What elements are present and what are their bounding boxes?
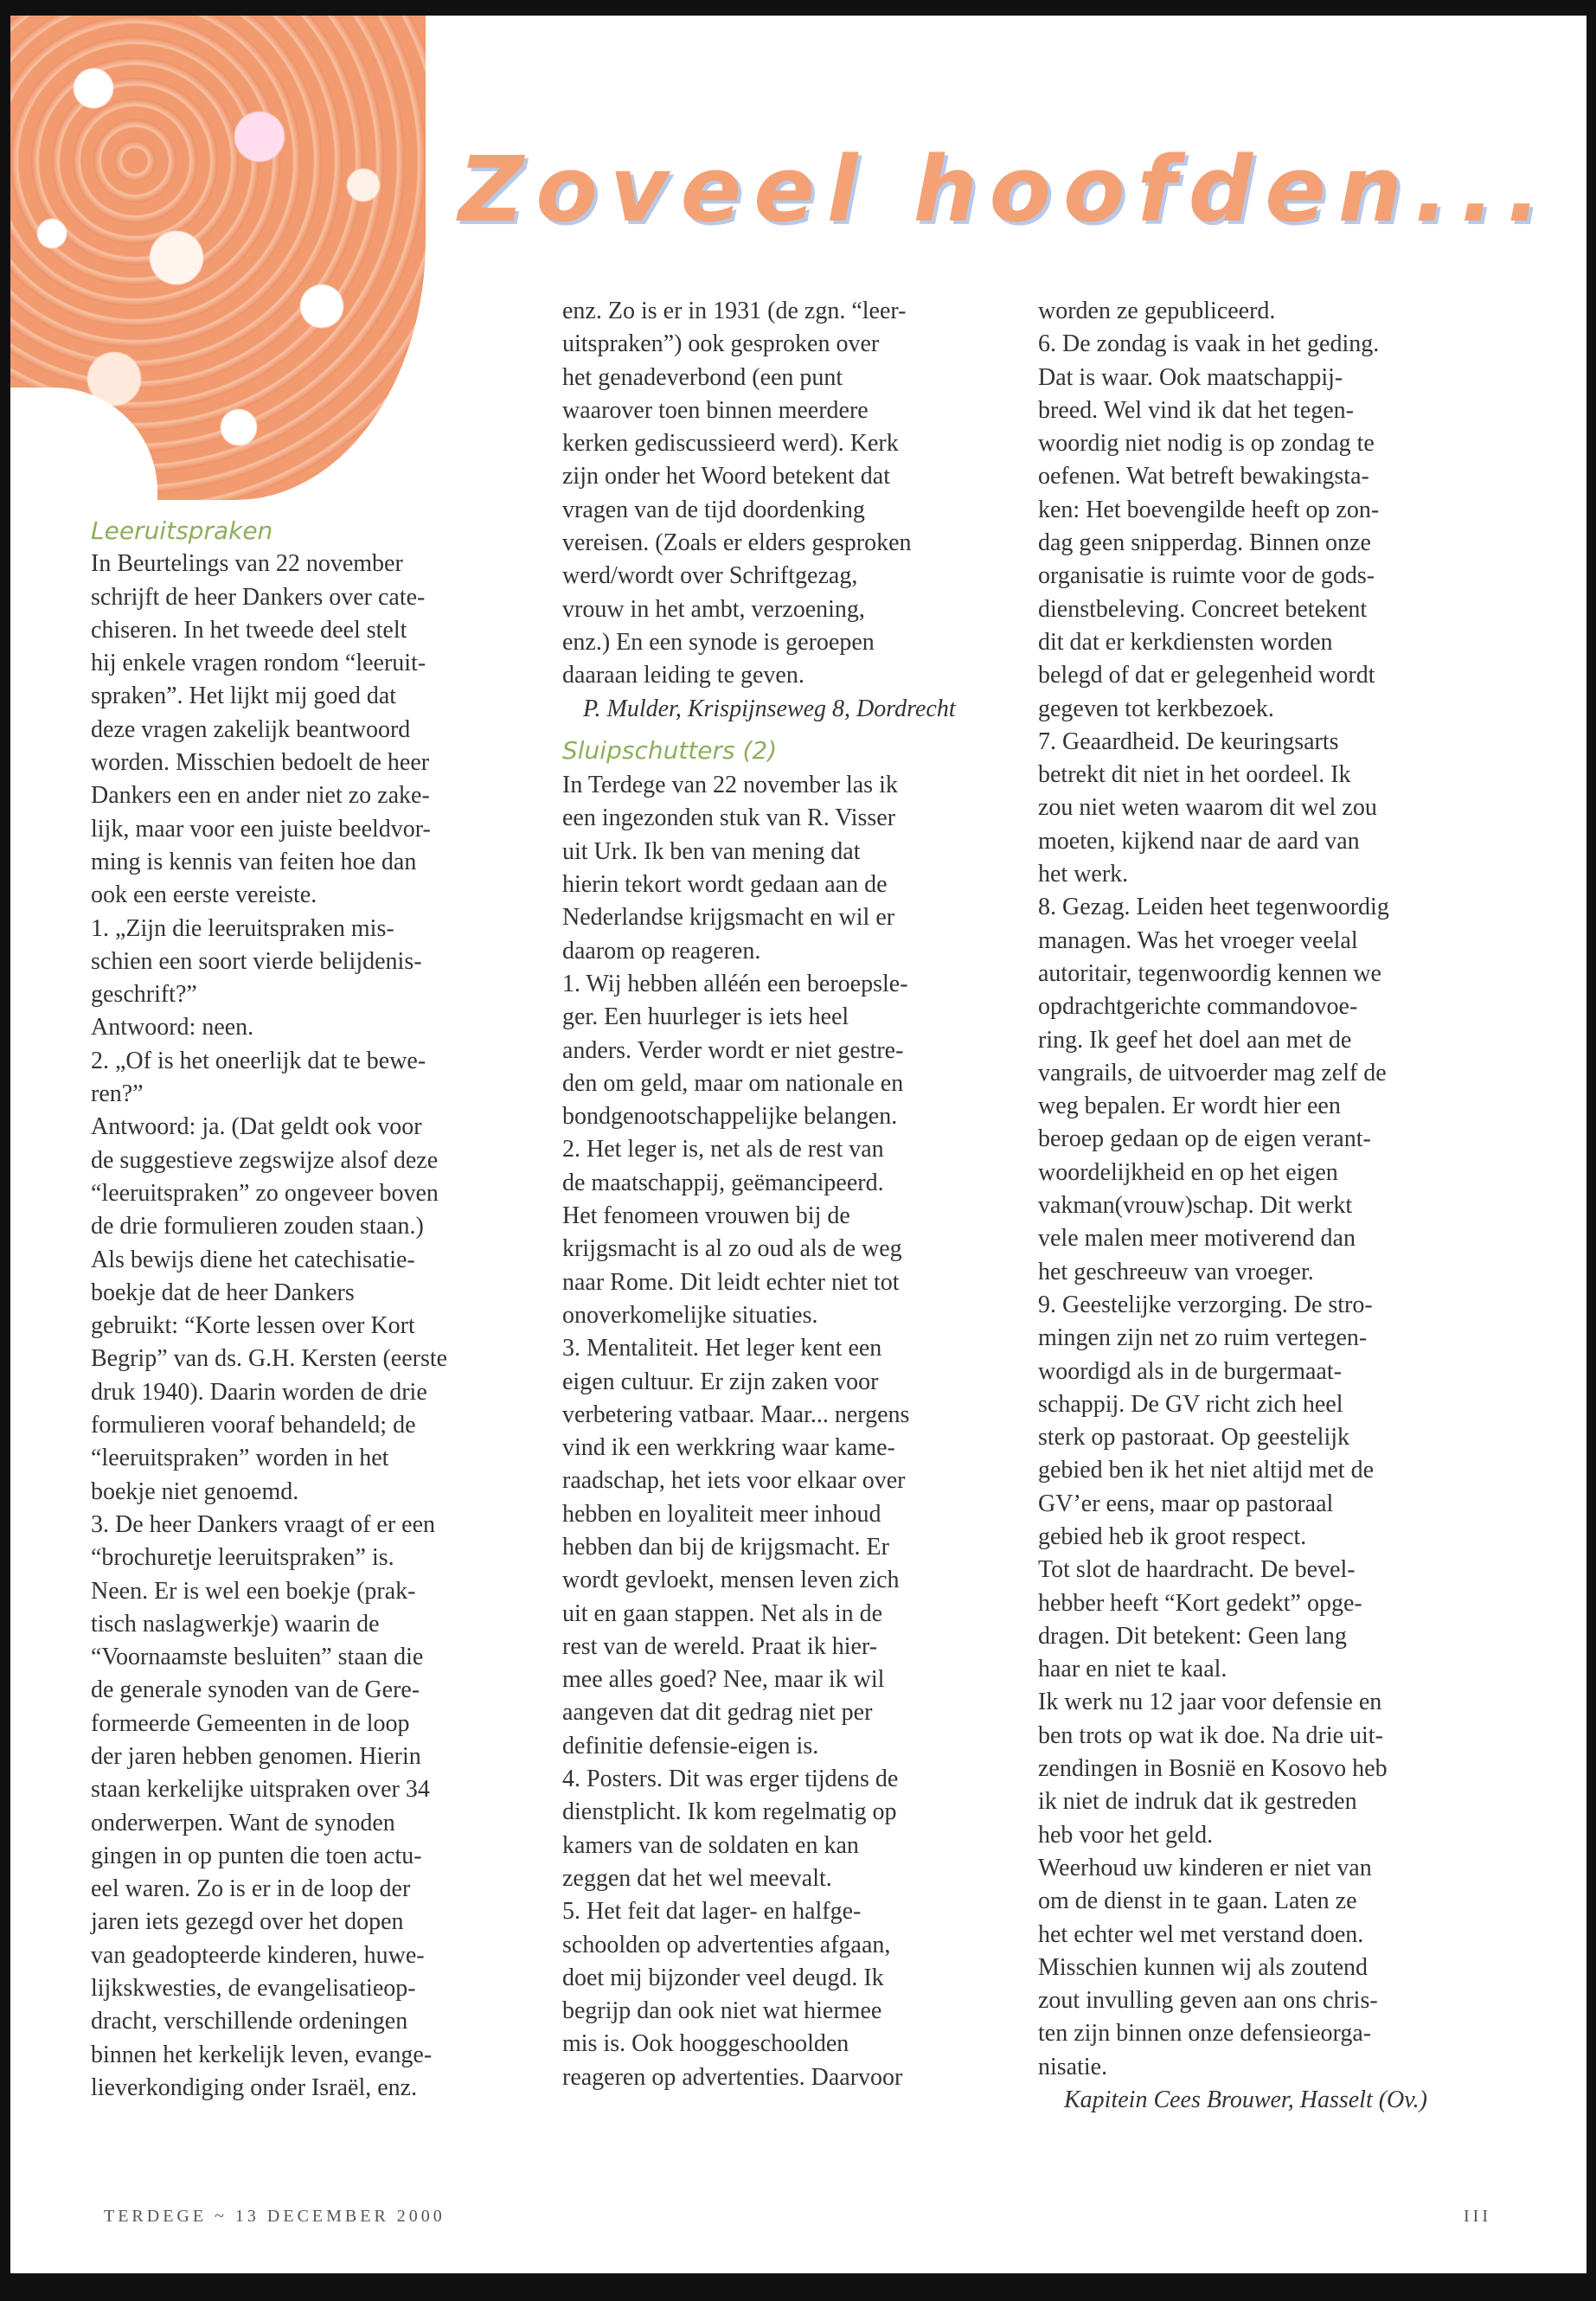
text-line: dag geen snipperdag. Binnen onze [1038,529,1371,557]
column-text [562,769,995,2094]
text-line: dienstbeleving. Concreet betekent [1038,595,1368,623]
text-line: der jaren hebben genomen. Hierin [91,1742,421,1770]
text-line: schrijft de heer Dankers over cate- [91,583,426,611]
text-line: het echter wel met verstand doen. [1038,1920,1364,1948]
text-line: Neen. Er is wel een boekje (prak- [91,1577,416,1605]
text-line: sterk op pastoraat. Op geestelijk [1038,1424,1350,1452]
text-line: “leeruitspraken” worden in het [91,1445,389,1472]
text-line: gebied heb ik groot respect. [1038,1522,1307,1550]
text-line: wordt gevloekt, mensen leven zich [562,1567,900,1594]
text-line: formulieren vooraf behandeld; de [91,1412,416,1439]
text-line: Ik werk nu 12 jaar voor defensie en [1038,1689,1382,1716]
text-line: mee alles goed? Nee, maar ik wil [562,1666,885,1694]
text-line: betrekt dit niet in het oordeel. Ik [1038,761,1351,789]
text-line: vangrails, de uitvoerder mag zelf de [1038,1059,1387,1086]
text-line: 8. Gezag. Leiden heet tegenwoordig [1038,894,1389,921]
text-line: dracht, verschillende ordeningen [91,2008,408,2035]
text-line: zout invulling geven aan ons chris- [1038,1987,1378,2015]
text-line: zeggen dat het wel meevalt. [562,1864,832,1892]
text-line: 9. Geestelijke verzorging. De stro- [1038,1291,1373,1318]
text-line: bondgenootschappelijke belangen. [562,1103,898,1131]
text-line: woordig niet nodig is op zondag te [1038,430,1375,458]
text-line: reageren op advertenties. Daarvoor [562,2063,903,2091]
text-line: woordelijkheid en op het eigen [1038,1158,1338,1186]
text-line: woordigd als in de burgermaat- [1038,1357,1342,1385]
text-line: uit en gaan stappen. Net als in de [562,1599,883,1627]
text-line: het geschreeuw van vroeger. [1038,1258,1314,1285]
text-line: kerken gediscussieerd werd). Kerk [562,430,899,458]
text-line: ben trots op wat ik doe. Na drie uit- [1038,1721,1383,1749]
text-line: chiseren. In het tweede deel stelt [91,616,407,644]
text-line: onderwerpen. Want de synoden [91,1809,395,1836]
text-line: werd/wordt over Schriftgezag, [562,562,858,590]
text-line: “brochuretje leeruitspraken” is. [91,1544,394,1572]
text-line: eigen cultuur. Er zijn zaken voor [562,1368,879,1395]
text-line: dit dat er kerkdiensten worden [1038,628,1333,656]
text-line: hij enkele vragen rondom “leeruit- [91,650,426,677]
text-line: onoverkomelijke situaties. [562,1301,818,1329]
text-line: spraken”. Het lijkt mij goed dat [91,683,397,710]
text-line: verbetering vatbaar. Maar... nergens [562,1400,910,1428]
text-line: In Beurtelings van 22 november [91,550,403,578]
section-heading: Leeruitspraken [91,516,273,545]
text-line: vereisen. (Zoals er elders gesproken [562,529,912,557]
text-line: hebben en loyaliteit meer inhoud [562,1500,881,1528]
text-line: breed. Wel vind ik dat het tegen- [1038,396,1354,424]
text-line: binnen het kerkelijk leven, evange- [91,2041,433,2068]
text-line: zijn onder het Woord betekent dat [562,463,890,490]
column-2 [562,295,995,2094]
text-line: geschrift?” [91,981,197,1009]
text-line: het werk. [1038,861,1129,888]
text-line: gebruikt: “Korte lessen over Kort [91,1312,415,1340]
text-line: ik niet de indruk dat ik gestreden [1038,1788,1357,1816]
text-line: haar en niet te kaal. [1038,1656,1227,1683]
text-line: 2. „Of is het oneerlijk dat te bewe- [91,1047,426,1074]
text-line: Nederlandse krijgsmacht en wil er [562,904,895,932]
column-3 [1038,295,1471,2117]
page-title: Zoveel hoofden... [458,137,1554,242]
text-line: mis is. Ook hooggeschoolden [562,2030,849,2058]
text-line: 2. Het leger is, net als de rest van [562,1136,884,1163]
page-number: III [1464,2207,1491,2226]
text-line: schien een soort vierde belijdenis- [91,947,422,975]
text-line: Tot slot de haardracht. De bevel- [1038,1556,1356,1584]
text-line: hebben dan bij de krijgsmacht. Er [562,1533,889,1561]
text-line: Dankers een en ander niet zo zake- [91,782,430,810]
text-line: Antwoord: neen. [91,1014,254,1042]
text-line: krijgsmacht is al zo oud als de weg [562,1235,902,1263]
text-line: vele malen meer motiverend dan [1038,1225,1356,1253]
text-line: worden ze gepubliceerd. [1038,298,1276,324]
text-line: zou niet weten waarom dit wel zou [1038,794,1377,822]
text-line: beroep gedaan op de eigen verant- [1038,1125,1371,1153]
text-line: druk 1940). Daarin worden de drie [91,1378,427,1406]
text-line: uit Urk. Ik ben van mening dat [562,837,861,865]
column-1 [91,515,523,2105]
text-line: een ingezonden stuk van R. Visser [562,804,896,832]
text-line: de maatschappij, geëmancipeerd. [562,1169,884,1196]
text-line: Het fenomeen vrouwen bij de [562,1202,850,1230]
text-line: naar Rome. Dit leidt echter niet tot [562,1268,900,1296]
text-line: weg bepalen. Er wordt hier een [1038,1093,1341,1120]
text-line: deze vragen zakelijk beantwoord [91,715,411,743]
text-line: doet mij bijzonder veel deugd. Ik [562,1964,884,1991]
text-line: Weerhoud uw kinderen er niet van [1038,1854,1372,1881]
text-line: gebied ben ik het niet altijd met de [1038,1457,1374,1484]
text-line: belegd of dat er gelegenheid wordt [1038,662,1375,689]
text-line: 1. „Zijn die leeruitspraken mis- [91,914,394,942]
text-line: ming is kennis van feiten hoe dan [91,848,417,875]
text-line: 3. Mentaliteit. Het leger kent een [562,1335,882,1362]
text-line: dienstplicht. Ik kom regelmatig op [562,1798,897,1826]
letter-signature: Kapitein Cees Brouwer, Hasselt (Ov.) [1064,2086,1427,2114]
text-line: staan kerkelijke uitspraken over 34 [91,1776,430,1804]
text-line: de drie formulieren zouden staan.) [91,1213,424,1240]
text-line: heb voor het geld. [1038,1821,1214,1849]
text-line: vakman(vrouw)schap. Dit werkt [1038,1192,1353,1220]
text-line: “leeruitspraken” zo ongeveer boven [91,1179,439,1207]
text-line: de generale synoden van de Gere- [91,1676,420,1704]
section-heading: Sluipschutters (2) [562,735,778,765]
text-line: 6. De zondag is vaak in het geding. [1038,330,1380,358]
text-line: rest van de wereld. Praat ik hier- [562,1632,878,1660]
text-line: oefenen. Wat betreft bewakingsta- [1038,463,1369,490]
text-line: vragen van de tijd doordenking [562,496,865,523]
text-line: In Terdege van 22 november las ik [562,772,898,799]
text-line: dragen. Dit betekent: Geen lang [1038,1622,1347,1650]
text-line: formeerde Gemeenten in de loop [91,1709,410,1737]
text-line: jaren iets gezegd over het dopen [91,1908,404,1936]
text-line: vind ik een werkkring waar kame- [562,1434,895,1462]
text-line: Misschien kunnen wij als zoutend [1038,1953,1368,1981]
text-line: schoolden op advertenties afgaan, [562,1931,891,1958]
text-line: hebber heeft “Kort gedekt” opge- [1038,1589,1362,1617]
text-line: tisch naslagwerkje) waarin de [91,1610,380,1638]
text-line: daarom op reageren. [562,937,761,965]
text-line: mingen zijn net zo ruim vertegen- [1038,1324,1368,1352]
text-line: autoritair, tegenwoordig kennen we [1038,959,1381,987]
footer-publication: TERDEGE ~ 13 DECEMBER 2000 [104,2207,445,2226]
text-line: om de dienst in te gaan. Laten ze [1038,1888,1357,1915]
text-line: Als bewijs diene het catechisatie- [91,1246,415,1273]
text-line: lieverkondiging onder Israël, enz. [91,2073,418,2101]
text-line: waarover toen binnen meerdere [562,396,869,424]
text-line: 3. De heer Dankers vraagt of er een [91,1510,436,1538]
text-line: Begrip” van ds. G.H. Kersten (eerste [91,1345,448,1373]
text-line: 7. Geaardheid. De keuringsarts [1038,727,1339,755]
text-line: lijkskwesties, de evangelisatieop- [91,1975,416,2003]
column-text [91,548,523,2105]
text-line: ten zijn binnen onze defensieorga- [1038,2020,1372,2048]
text-line: nisatie. [1038,2053,1108,2080]
column-text [562,295,995,693]
text-line: zendingen in Bosnië en Kosovo heb [1038,1755,1388,1783]
text-line: managen. Was het vroeger veelal [1038,926,1358,954]
text-line: lijk, maar voor een juiste beeldvor- [91,815,431,843]
text-line: aangeven dat dit gedrag niet per [562,1699,873,1727]
text-line: ring. Ik geef het doel aan met de [1038,1026,1352,1054]
text-line: van geadopteerde kinderen, huwe- [91,1941,425,1969]
text-line: ook een eerste vereiste. [91,881,317,909]
text-line: definitie defensie-eigen is. [562,1732,819,1759]
text-line: GV’er eens, maar op pastoraal [1038,1490,1334,1517]
magazine-page [10,16,1586,2273]
text-line: anders. Verder wordt er niet gestre- [562,1036,904,1064]
column-text [1038,295,1471,2084]
letter-signature: P. Mulder, Krispijnseweg 8, Dordrecht [583,695,956,722]
text-line: Antwoord: ja. (Dat geldt ook voor [91,1113,422,1141]
text-line: uitspraken”) ook gesproken over [562,330,880,358]
text-line: de suggestieve zegswijze alsof deze [91,1146,439,1174]
text-line: ken: Het boevengilde heeft op zon- [1038,496,1380,523]
text-line: 4. Posters. Dit was erger tijdens de [562,1766,899,1793]
text-line: enz. Zo is er in 1931 (de zgn. “leer- [562,298,907,324]
text-line: begrijp dan ook niet wat hiermee [562,1997,882,2025]
text-line: eel waren. Zo is er in de loop der [91,1875,411,1903]
text-line: gingen in op punten die toen actu- [91,1842,422,1869]
text-line: 1. Wij hebben alléén een beroepsle- [562,970,908,997]
text-line: ren?” [91,1080,144,1108]
text-line: “Voornaamste besluiten” staan die [91,1644,424,1671]
text-line: schappij. De GV richt zich heel [1038,1390,1343,1418]
text-line: gegeven tot kerkbezoek. [1038,695,1274,722]
text-line: enz.) En een synode is geroepen [562,628,875,656]
text-line: boekje niet genoemd. [91,1477,299,1505]
text-line: moeten, kijkend naar de aard van [1038,827,1360,855]
text-line: Dat is waar. Ook maatschappij- [1038,363,1343,391]
text-line: vrouw in het ambt, verzoening, [562,595,865,623]
text-line: hierin tekort wordt gedaan aan de [562,871,888,899]
text-line: daaraan leiding te geven. [562,662,804,689]
text-line: organisatie is ruimte voor de gods- [1038,562,1375,590]
text-line: kamers van de soldaten en kan [562,1831,859,1859]
text-line: boekje dat de heer Dankers [91,1279,355,1306]
text-line: 5. Het feit dat lager- en halfge- [562,1898,862,1926]
text-line: den om geld, maar om nationale en [562,1069,904,1097]
text-line: ger. Een huurleger is iets heel [562,1003,849,1031]
text-line: opdrachtgerichte commandovoe- [1038,993,1358,1021]
text-line: het genadeverbond (een punt [562,363,843,391]
text-line: worden. Misschien bedoelt de heer [91,749,430,777]
text-line: raadschap, het iets voor elkaar over [562,1467,906,1495]
